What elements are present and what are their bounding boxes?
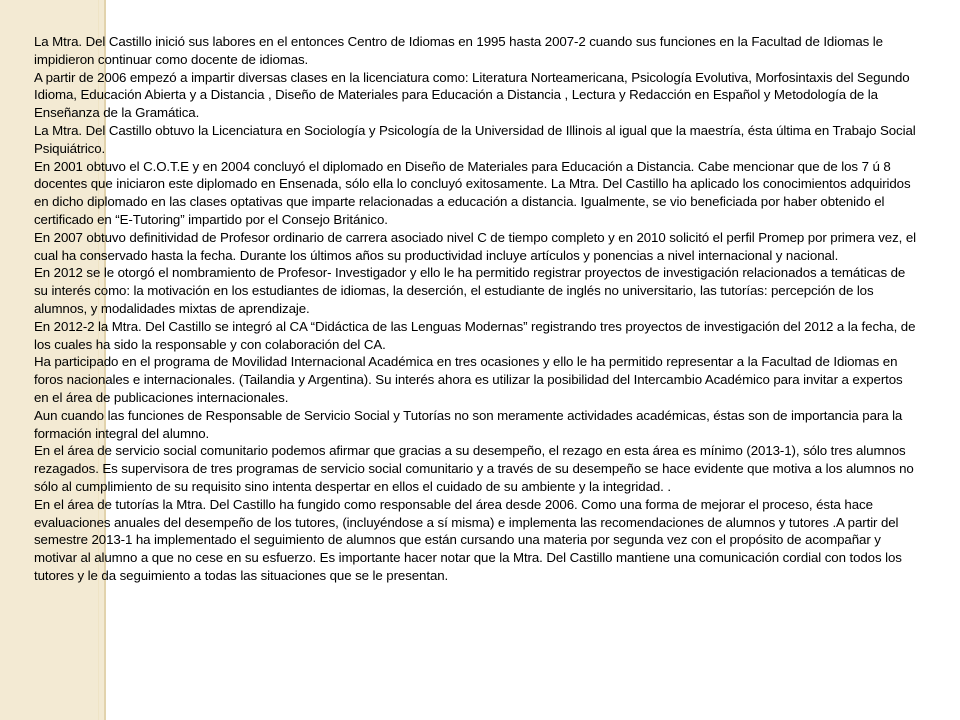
paragraph-mobility: Ha participado en el programa de Movilidad Internacional Académica en tres ocasiones y ello le ha permitido representar a la Facultad de Idiomas en foros nacionales e internacionales. (Tailandia y Argentina). Su interés ahora es utilizar la posibilidad del Intercambio Académico para invitar a expertos en el área de publicaciones internacionales. xyxy=(34,354,903,405)
paragraph-social-service-role: Aun cuando las funciones de Responsable de Servicio Social y Tutorías no son meramente actividades académicas, éstas son de importancia para la formación integral del alumno. xyxy=(34,407,903,441)
paragraph-tenure: En 2007 obtuvo definitividad de Profesor ordinario de carrera asociado nivel C de tiempo completo y en 2010 solicitó el perfil Promep por primera vez, el cual ha conservado hasta la fecha. Durante los últimos años su productividad incluye artículos y ponencias a nivel internacional y nacional. xyxy=(34,229,916,263)
paragraph-diploma: En 2001 obtuvo el C.O.T.E y en 2004 concluyó el diplomado en Diseño de Materiales para Educación a Distancia. Cabe mencionar que de los 7 ú 8 docentes que iniciaron este diplomado en Ensenada, sólo ella lo concluyó exitosamente. La Mtra. Del Castillo ha aplicado los conocimientos adquiridos en dicho diplomado en las clases optativas que imparte relacionadas a educación a distancia. Igualmente, se vio beneficiada por haber obtenido el certificado en “E-Tutoring” impartido por el Consejo Británico. xyxy=(34,158,911,227)
paragraph-degrees: La Mtra. Del Castillo obtuvo la Licenciatura en Sociología y Psicología de la Universidad de Illinois al igual que la maestría, ésta última en Trabajo Social Psiquiátrico. xyxy=(34,122,916,156)
paragraph-academic-body: En 2012-2 la Mtra. Del Castillo se integró al CA “Didáctica de las Lenguas Modernas” registrando tres proyectos de investigación del 2012 a la fecha, de los cuales ha sido la responsable y con colaboración del CA. xyxy=(34,318,916,352)
paragraph-community-service: En el área de servicio social comunitario podemos afirmar que gracias a su desempeño, el rezago en esta área es mínimo (2013-1), sólo tres alumnos rezagados. Es supervisora de tres programas de servicio social comunitario y a través de su desempeño se hace evidente que motiva a los alumnos no sólo al cumplimiento de su requisito sino intenta despertar en ellos el cuidado de su ambiente y la integridad. . xyxy=(34,443,914,494)
paragraph-courses-taught: A partir de 2006 empezó a impartir diversas clases en la licenciatura como: Literatura Norteamericana, Psicología Evolutiva, Morfosintaxis del Segundo Idioma, Educación Abierta y a Distancia , Diseño de Materiales para Educación a Distancia , Lectura y Redacción en Español y Metodología de la Enseñanza de la Gramática. xyxy=(34,69,910,121)
slide-body-text xyxy=(34,33,916,585)
paragraph-tutoring: En el área de tutorías la Mtra. Del Castillo ha fungido como responsable del área desde 2006. Como una forma de mejorar el proceso, ésta hace evaluaciones anuales del desempeño de los tutores, (incluyéndose a sí misma) e implementa las recomendaciones de alumnos y tutores .A partir del semestre 2013-1 ha implementado el seguimiento de alumnos que están cursando una materia por segunda vez con el propósito de acompañar y motivar al alumno a que no cese en su esfuerzo. Es importante hacer notar que la Mtra. Del Castillo mantiene una comunicación cordial con todos los tutores y le da seguimiento a todas las situaciones que se le presentan. xyxy=(34,496,902,583)
paragraph-career-start: La Mtra. Del Castillo inició sus labores en el entonces Centro de Idiomas en 1995 hasta 2007-2 cuando sus funciones en la Facultad de Idiomas le impidieron continuar como docente de idiomas. xyxy=(34,34,883,67)
paragraph-researcher-appointment: En 2012 se le otorgó el nombramiento de Profesor- Investigador y ello le ha permitido registrar proyectos de investigación relacionados a temáticas de su interés como: la motivación en los estudiantes de idiomas, la deserción, el estudiante de inglés no universitario, las tutorías: percepción de los alumnos, y modalidades mixtas de aprendizaje. xyxy=(34,265,906,316)
